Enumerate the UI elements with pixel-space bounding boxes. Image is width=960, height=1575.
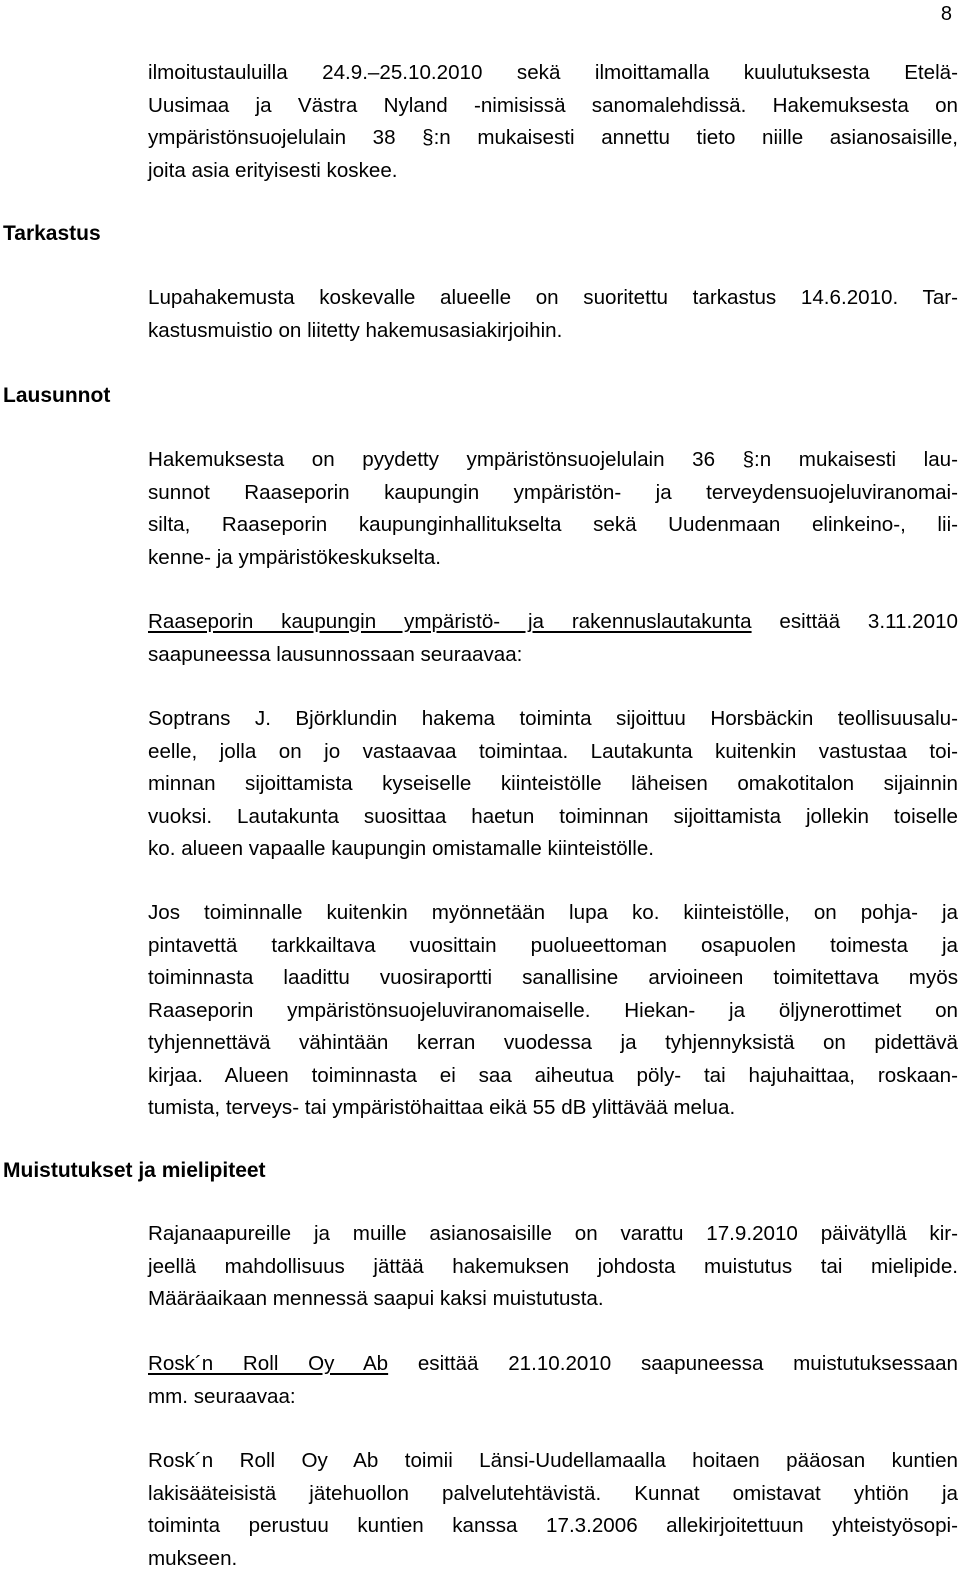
text-line: sunnot Raaseporin kaupungin ympäristön- ja terveydensuojeluviranomai-	[148, 477, 958, 510]
statement-author: Raaseporin kaupungin ympäristö- ja rakennuslautakunta	[148, 610, 752, 633]
text-line: Lupahakemusta koskevalle alueelle on suoritettu tarkastus 14.6.2010. Tar-	[148, 282, 958, 315]
text-line: kenne- ja ympäristökeskukselta.	[148, 542, 958, 575]
lausunnot-paragraph-4	[148, 897, 958, 1125]
text-line: tumista, terveys- tai ympäristöhaittaa eikä 55 dB ylittävää melua.	[148, 1092, 958, 1125]
intro-paragraph	[148, 57, 958, 187]
statement-intro: esittää 3.11.2010	[752, 610, 958, 633]
lausunnot-paragraph-3	[148, 703, 958, 866]
text-line	[148, 1348, 958, 1381]
objection-intro: esittää 21.10.2010 saapuneessa muistutuksessaan	[388, 1352, 958, 1375]
text-line: Soptrans J. Björklundin hakema toiminta sijoittuu Horsbäckin teollisuusalu-	[148, 703, 958, 736]
text-line: lakisääteisistä jätehuollon palvelutehtävistä. Kunnat omistavat yhtiön ja	[148, 1478, 958, 1511]
text-line: kastusmuistio on liitetty hakemusasiakirjoihin.	[148, 315, 958, 348]
text-line: toiminta perustuu kuntien kanssa 17.3.2006 allekirjoitettuun yhteistyösopi-	[148, 1510, 958, 1543]
muistutukset-paragraph-2	[148, 1348, 958, 1413]
section-heading-muistutukset: Muistutukset ja mielipiteet	[3, 1155, 266, 1187]
text-line: tyhjennettävä vähintään kerran vuodessa ja tyhjennyksistä on pidettävä	[148, 1027, 958, 1060]
text-line: Uusimaa ja Västra Nyland -nimisissä sanomalehdissä. Hakemuksesta on	[148, 90, 958, 123]
text-line: mm. seuraavaa:	[148, 1381, 958, 1414]
text-line: mukseen.	[148, 1543, 958, 1575]
text-line: Rajanaapureille ja muille asianosaisille on varattu 17.9.2010 päivätyllä kir-	[148, 1218, 958, 1251]
lausunnot-paragraph-2	[148, 606, 958, 671]
page-number: 8	[941, 0, 952, 28]
text-line: Rosk´n Roll Oy Ab toimii Länsi-Uudellamaalla hoitaen pääosan kuntien	[148, 1445, 958, 1478]
text-line: minnan sijoittamista kyseiselle kiinteistölle läheisen omakotitalon sijainnin	[148, 768, 958, 801]
text-line: eelle, jolla on jo vastaavaa toimintaa. Lautakunta kuitenkin vastustaa toi-	[148, 736, 958, 769]
text-line: ympäristönsuojelulain 38 §:n mukaisesti annettu tieto niille asianosaisille,	[148, 122, 958, 155]
section-heading-lausunnot: Lausunnot	[3, 380, 110, 412]
text-line: Raaseporin ympäristönsuojeluviranomaiselle. Hiekan- ja öljynerottimet on	[148, 995, 958, 1028]
text-line: pintavettä tarkkailtava vuosittain puolueettoman osapuolen toimesta ja	[148, 930, 958, 963]
text-line: kirjaa. Alueen toiminnasta ei saa aiheutua pöly- tai hajuhaittaa, roskaan-	[148, 1060, 958, 1093]
lausunnot-paragraph-1	[148, 444, 958, 574]
muistutukset-paragraph-1	[148, 1218, 958, 1316]
text-line	[148, 606, 958, 639]
text-line: Jos toiminnalle kuitenkin myönnetään lupa ko. kiinteistölle, on pohja- ja	[148, 897, 958, 930]
text-line: saapuneessa lausunnossaan seuraavaa:	[148, 639, 958, 672]
text-line: ilmoitustauluilla 24.9.–25.10.2010 sekä ilmoittamalla kuulutuksesta Etelä-	[148, 57, 958, 90]
text-line: Hakemuksesta on pyydetty ympäristönsuojelulain 36 §:n mukaisesti lau-	[148, 444, 958, 477]
text-line: joita asia erityisesti koskee.	[148, 155, 958, 188]
text-line: jeellä mahdollisuus jättää hakemuksen johdosta muistutus tai mielipide.	[148, 1251, 958, 1284]
objection-author: Rosk´n Roll Oy Ab	[148, 1352, 388, 1375]
text-line: toiminnasta laadittu vuosiraportti sanallisine arvioineen toimitettava myös	[148, 962, 958, 995]
text-line: silta, Raaseporin kaupunginhallitukselta sekä Uudenmaan elinkeino-, lii-	[148, 509, 958, 542]
text-line: Määräaikaan mennessä saapui kaksi muistutusta.	[148, 1283, 958, 1316]
tarkastus-paragraph	[148, 282, 958, 347]
text-line: ko. alueen vapaalle kaupungin omistamalle kiinteistölle.	[148, 833, 958, 866]
section-heading-tarkastus: Tarkastus	[3, 218, 101, 250]
muistutukset-paragraph-3	[148, 1445, 958, 1575]
text-line: vuoksi. Lautakunta suosittaa haetun toiminnan sijoittamista jollekin toiselle	[148, 801, 958, 834]
